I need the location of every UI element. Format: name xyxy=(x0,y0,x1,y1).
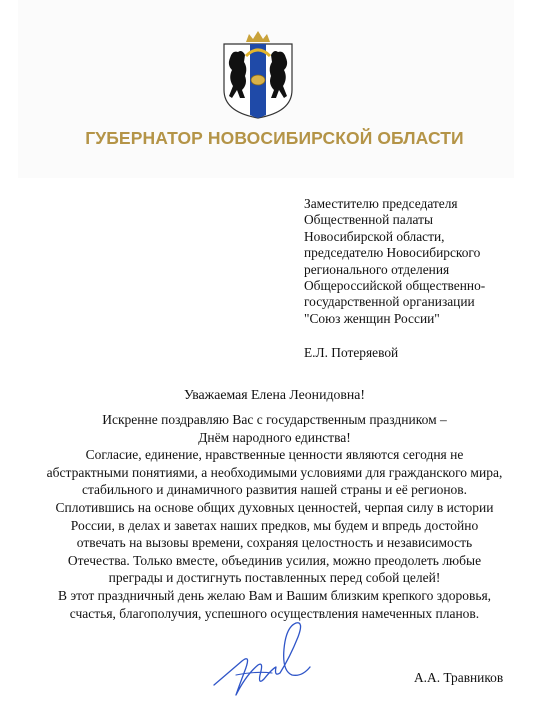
body-line: преграды и достигнуть поставленных перед собой целей! xyxy=(108,570,441,586)
body-line: абстрактными понятиями, а необходимыми условиями для гражданского мира, xyxy=(46,464,503,480)
novosibirsk-coat-of-arms-icon xyxy=(218,28,298,120)
body-line: Сплотившись на основе общих духовных ценностей, черпая силу в истории xyxy=(55,499,494,515)
addressee-block xyxy=(304,196,534,327)
letter-body xyxy=(8,411,541,622)
body-line: счастья, благополучия, успешного осуществления намеченных планов. xyxy=(69,605,480,621)
body-line: России, в делах и заветах наших предков, мы будем и впредь достойно xyxy=(70,517,479,533)
addressee-line: регионального отделения xyxy=(304,261,450,277)
addressee-line: председателю Новосибирского xyxy=(304,245,481,261)
body-line: Искренне поздравляю Вас с государственным праздником – xyxy=(102,412,447,427)
body-line: стабильного и динамичного развития нашей страны и её регионов. xyxy=(81,482,468,498)
addressee-line: государственной организации xyxy=(304,294,475,310)
body-line: Днём народного единства! xyxy=(198,429,351,445)
addressee-line: Общественной палаты xyxy=(304,212,433,228)
letterhead-title: ГУБЕРНАТОР НОВОСИБИРСКОЙ ОБЛАСТИ xyxy=(85,128,464,148)
addressee-line: Заместителю председателя xyxy=(304,196,458,211)
body-line: Отечества. Только вместе, объединив усилия, можно преодолеть любые xyxy=(67,552,482,568)
body-line: отвечать на вызовы времени, сохраняя целостность и независимость xyxy=(76,535,473,551)
greeting: Уважаемая Елена Леонидовна! xyxy=(184,387,365,402)
signer-name: А.А. Травников xyxy=(414,670,504,685)
addressee-line: Новосибирской области, xyxy=(304,228,445,244)
body-line: В этот праздничный день желаю Вам и Вашим близким крепкого здоровья, xyxy=(57,587,492,603)
body-line: Согласие, единение, нравственные ценности являются сегодня не xyxy=(85,447,464,463)
addressee-line: Общероссийской общественно- xyxy=(304,278,486,294)
addressee-line: "Союз женщин России" xyxy=(304,310,440,326)
handwritten-signature-icon xyxy=(206,615,316,700)
addressee-name: Е.Л. Потеряевой xyxy=(304,345,399,360)
